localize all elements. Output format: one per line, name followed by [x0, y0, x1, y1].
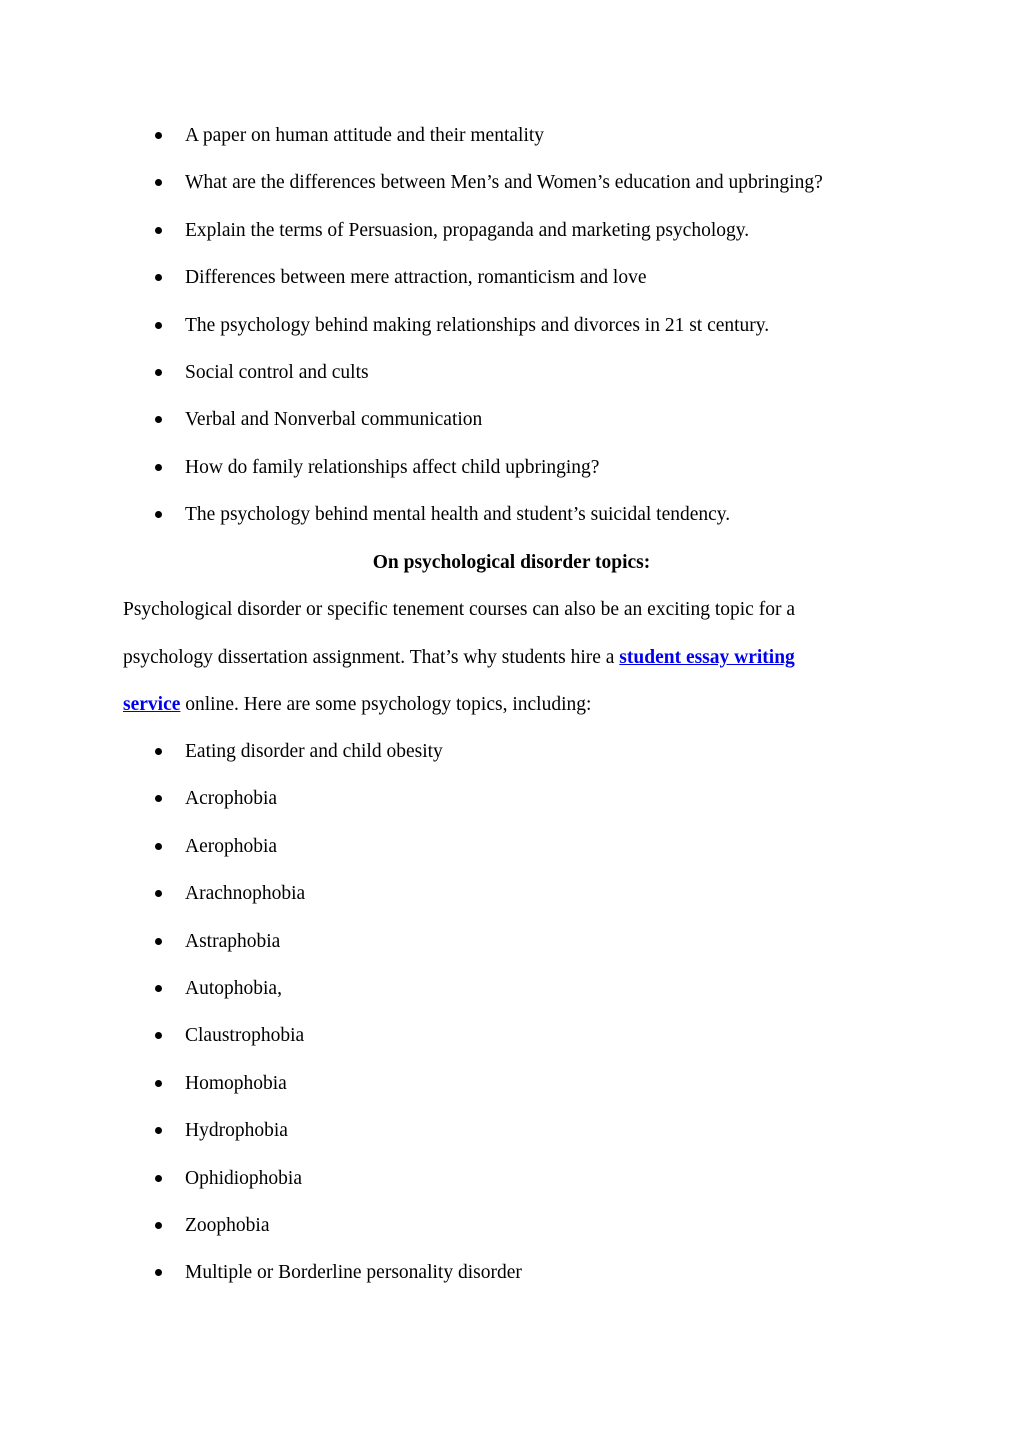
bullet-icon [155, 179, 162, 186]
list-item [0, 124, 1023, 171]
bullet-icon [155, 416, 162, 423]
bullet-icon [155, 1032, 162, 1039]
list-item-text: How do family relationships affect child upbringing? [185, 456, 600, 478]
list-item [0, 977, 1023, 1024]
list-item-text: Acrophobia [185, 788, 278, 810]
topic-list-general [0, 124, 1023, 551]
section-heading: On psychological disorder topics: [372, 552, 651, 573]
bullet-icon [155, 938, 162, 945]
bullet-icon [155, 1175, 162, 1182]
list-item-text: Zoophobia [185, 1214, 270, 1236]
list-item-text: Aerophobia [185, 835, 278, 857]
paragraph-line [123, 693, 591, 717]
paragraph-text: Psychological disorder or specific tenement courses can also be an exciting topic for a [123, 599, 795, 620]
list-item-text: Ophidiophobia [185, 1167, 302, 1189]
list-item [0, 1072, 1023, 1119]
bullet-icon [155, 1222, 162, 1229]
paragraph-line [123, 598, 795, 622]
list-item [0, 266, 1023, 313]
paragraph-text: psychology dissertation assignment. That’s why students hire a [123, 647, 620, 668]
list-item-text: Autophobia, [185, 977, 282, 999]
list-item [0, 456, 1023, 503]
paragraph-line [123, 646, 795, 670]
topic-list-disorders [0, 740, 1023, 1309]
bullet-icon [155, 369, 162, 376]
bullet-icon [155, 511, 162, 518]
list-item-text: The psychology behind mental health and student’s suicidal tendency. [185, 504, 731, 526]
list-item-text: A paper on human attitude and their mentality [185, 125, 545, 146]
bullet-icon [155, 1080, 162, 1087]
list-item [0, 408, 1023, 455]
list-item-text: Arachnophobia [185, 883, 306, 905]
essay-service-link[interactable]: student essay writing [619, 647, 795, 668]
bullet-icon [155, 748, 162, 755]
list-item-text: Astraphobia [185, 930, 281, 952]
bullet-icon [155, 464, 162, 471]
list-item-text: Differences between mere attraction, romanticism and love [185, 267, 647, 289]
bullet-icon [155, 843, 162, 850]
list-item-text: The psychology behind making relationships and divorces in 21 st century. [185, 314, 770, 336]
list-item-text: Verbal and Nonverbal communication [185, 409, 483, 431]
list-item-text: Social control and cults [185, 361, 369, 383]
bullet-icon [155, 985, 162, 992]
bullet-icon [155, 1127, 162, 1134]
bullet-icon [155, 132, 162, 139]
list-item-text: Explain the terms of Persuasion, propaganda and marketing psychology. [185, 219, 750, 241]
list-item-text: What are the differences between Men’s and Women’s education and upbringing? [185, 172, 823, 194]
list-item-text: Eating disorder and child obesity [185, 741, 443, 762]
list-item [0, 1167, 1023, 1214]
list-item [0, 1119, 1023, 1166]
bullet-icon [155, 795, 162, 802]
list-item [0, 882, 1023, 929]
list-item [0, 361, 1023, 408]
bullet-icon [155, 274, 162, 281]
list-item [0, 503, 1023, 550]
bullet-icon [155, 1269, 162, 1276]
list-item-text: Multiple or Borderline personality disorder [185, 1262, 522, 1284]
list-item-text: Homophobia [185, 1072, 287, 1094]
list-item [0, 219, 1023, 266]
bullet-icon [155, 227, 162, 234]
list-item [0, 740, 1023, 787]
list-item [0, 314, 1023, 361]
list-item-text: Claustrophobia [185, 1025, 305, 1047]
list-item [0, 171, 1023, 218]
list-item [0, 1261, 1023, 1308]
list-item-text: Hydrophobia [185, 1120, 288, 1142]
list-item [0, 787, 1023, 834]
list-item [0, 835, 1023, 882]
list-item [0, 1214, 1023, 1261]
bullet-icon [155, 322, 162, 329]
list-item [0, 930, 1023, 977]
paragraph-text: online. Here are some psychology topics, including: [180, 694, 592, 715]
bullet-icon [155, 890, 162, 897]
essay-service-link-continued[interactable]: service [123, 694, 181, 715]
list-item [0, 1024, 1023, 1071]
